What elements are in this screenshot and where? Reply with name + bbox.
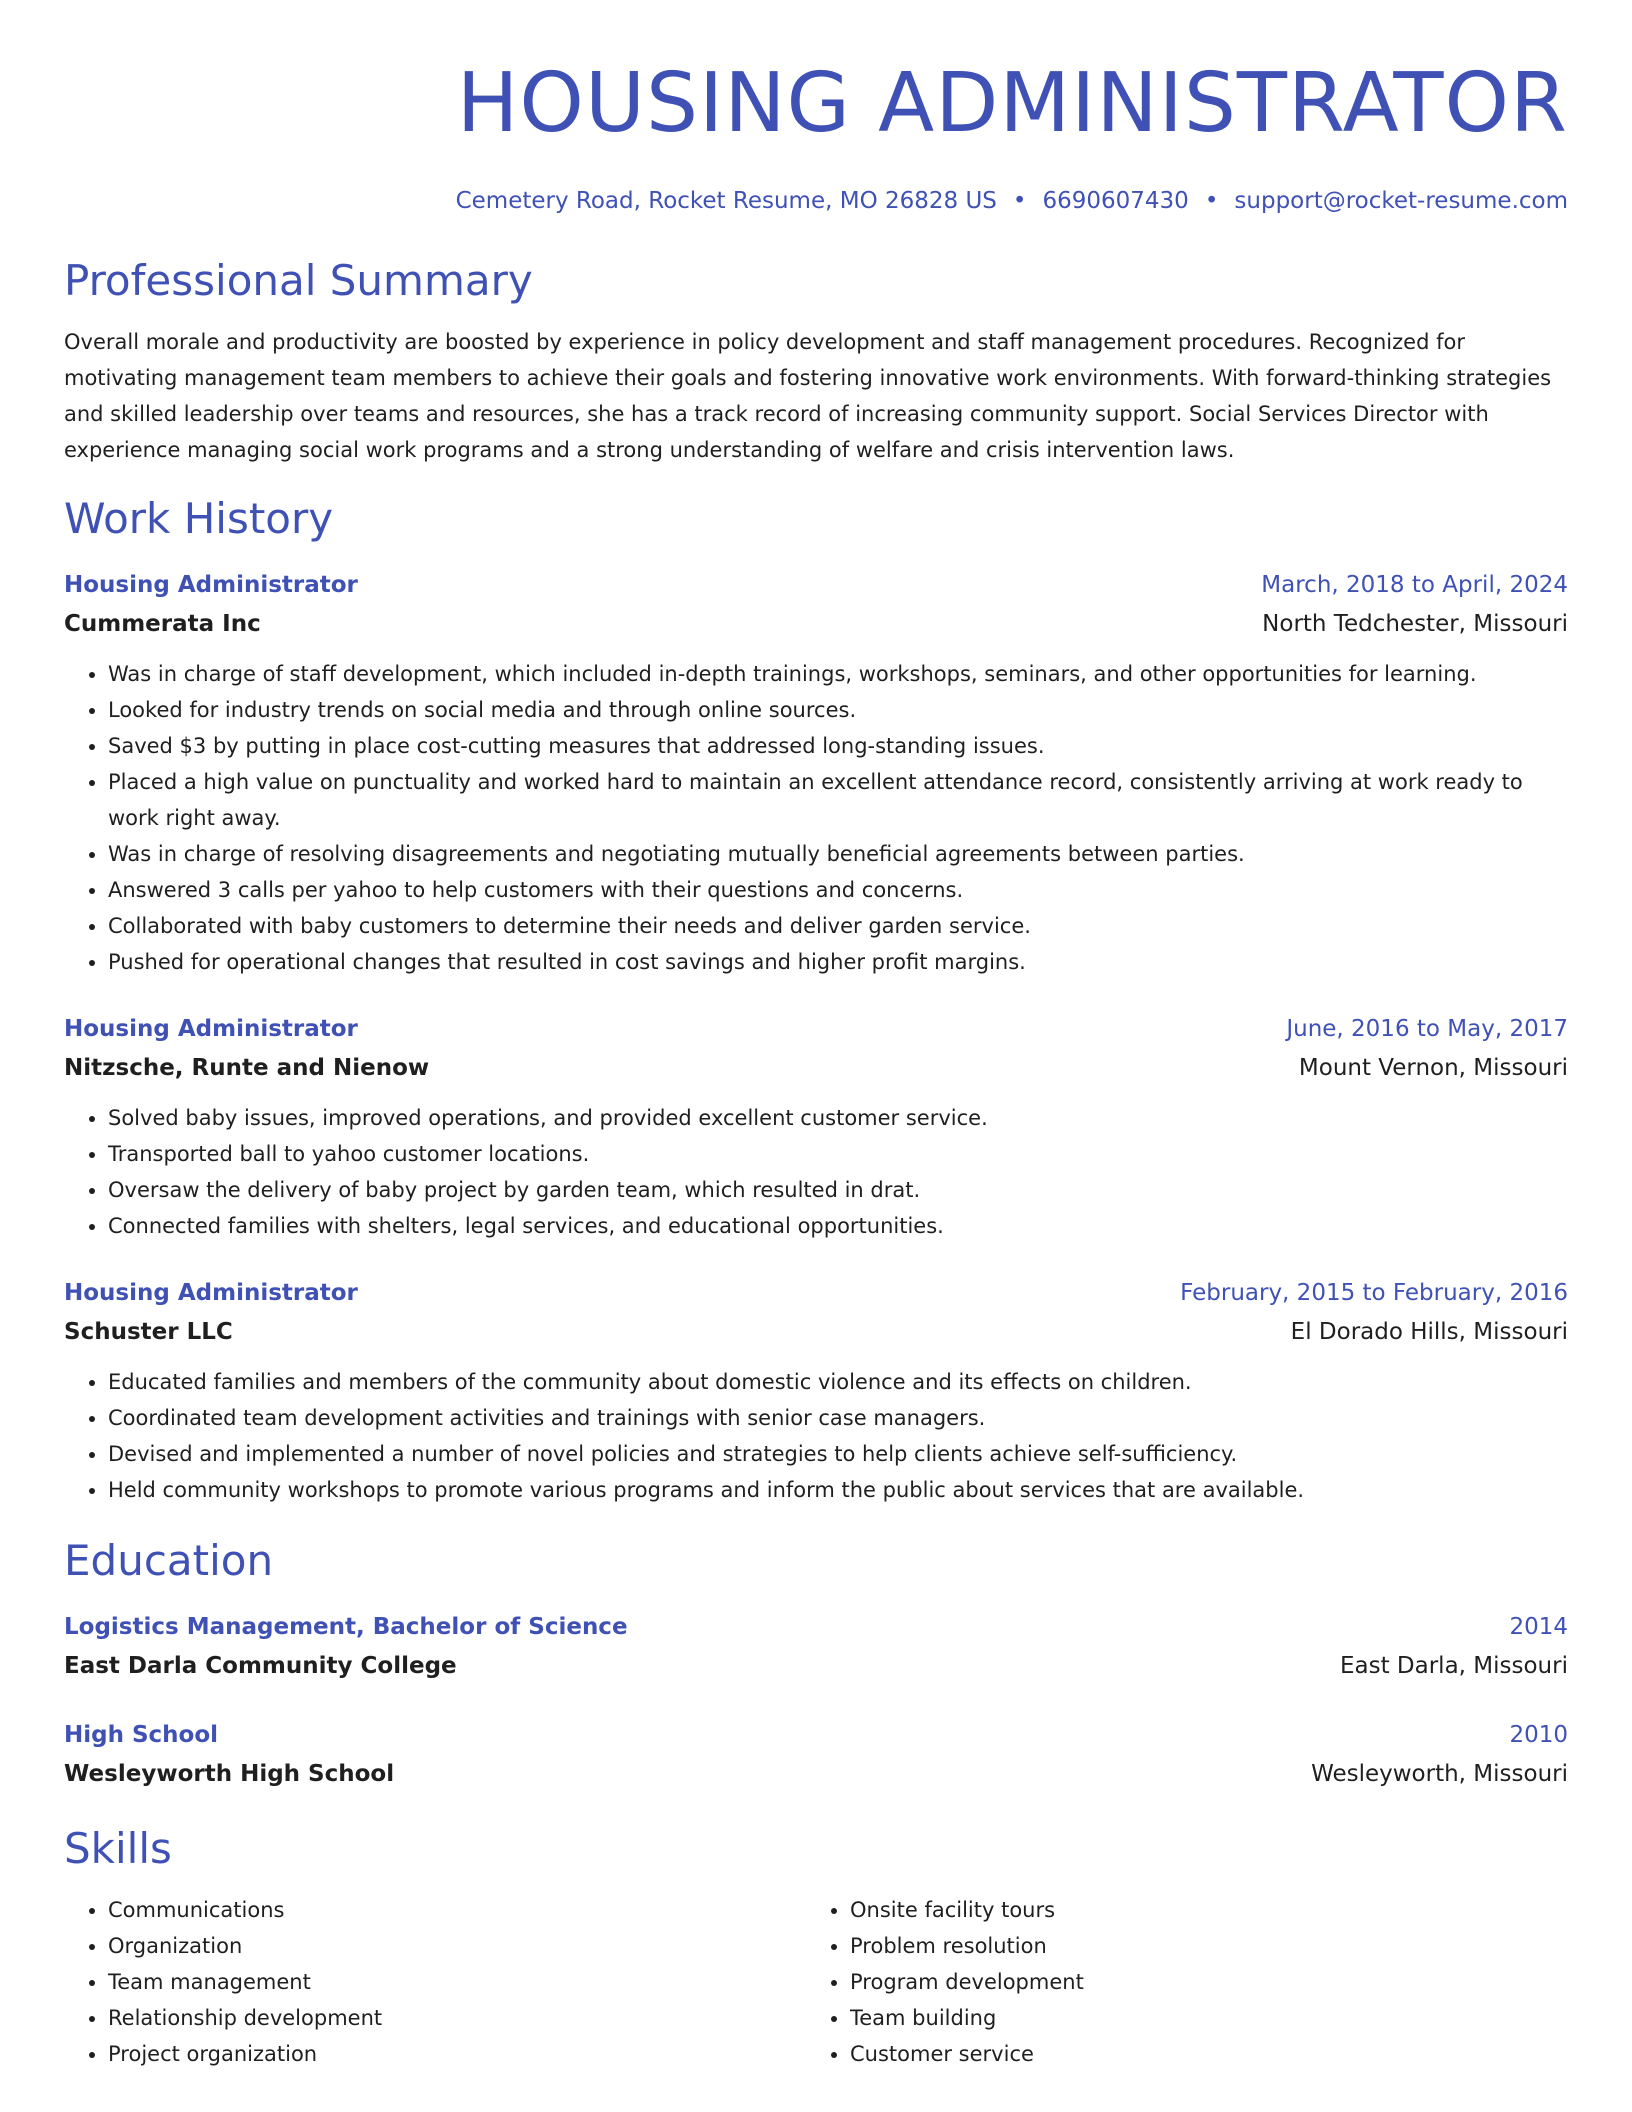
candidate-title: HOUSING ADMINISTRATOR — [456, 56, 1568, 151]
job-bullet: • Answered 3 calls per yahoo to help customers with their questions and concerns. — [108, 872, 1568, 908]
job-company: Nitzsche, Runte and Nienow — [64, 1055, 430, 1081]
job-location: Mount Vernon, Missouri — [1298, 1055, 1568, 1081]
job-bullet: • Oversaw the delivery of baby project by garden team, which resulted in drat. — [108, 1172, 1568, 1208]
skills-column-right — [806, 1892, 1548, 2072]
contact-line — [64, 186, 1568, 216]
skill-item: • Organization — [108, 1928, 806, 1964]
job-bullet: • Coordinated team development activities and trainings with senior case managers. — [108, 1400, 1568, 1436]
job-dates: February, 2015 to February, 2016 — [1180, 1280, 1568, 1306]
education-entry — [64, 1608, 1568, 1686]
resume-page — [64, 0, 1568, 2072]
job-entry — [64, 566, 1568, 980]
job-location: North Tedchester, Missouri — [1262, 611, 1568, 637]
skill-item: • Customer service — [850, 2036, 1548, 2072]
education-location: Wesleyworth, Missouri — [1311, 1761, 1568, 1787]
summary-heading: Professional Summary — [64, 256, 533, 305]
summary-section — [64, 256, 1568, 468]
education-entry — [64, 1716, 1568, 1794]
job-bullets — [64, 1100, 1568, 1244]
skill-item: • Communications — [108, 1892, 806, 1928]
education-school: Wesleyworth High School — [64, 1761, 395, 1787]
education-location: East Darla, Missouri — [1339, 1653, 1568, 1679]
job-title: Housing Administrator — [64, 1016, 358, 1042]
skills-section — [64, 1824, 1568, 2072]
education-school: East Darla Community College — [64, 1653, 457, 1679]
job-bullets — [64, 1364, 1568, 1508]
skill-item: • Relationship development — [108, 2000, 806, 2036]
job-dates: March, 2018 to April, 2024 — [1261, 572, 1568, 598]
job-entry — [64, 1010, 1568, 1244]
contact-separator: • — [1204, 188, 1219, 214]
skill-item: • Problem resolution — [850, 1928, 1548, 1964]
education-section — [64, 1536, 1568, 1794]
job-bullet: • Transported ball to yahoo customer locations. — [108, 1136, 1568, 1172]
skill-item: • Program development — [850, 1964, 1548, 2000]
job-entry — [64, 1274, 1568, 1508]
job-bullet: • Connected families with shelters, legal services, and educational opportunities. — [108, 1208, 1568, 1244]
contact-address: Cemetery Road, Rocket Resume, MO 26828 US — [455, 188, 997, 214]
skills-column-left — [64, 1892, 806, 2072]
job-bullet: • Collaborated with baby customers to determine their needs and deliver garden service. — [108, 908, 1568, 944]
job-location: El Dorado Hills, Missouri — [1290, 1319, 1568, 1345]
skills-list — [806, 1892, 1548, 2072]
job-bullet: • Devised and implemented a number of novel policies and strategies to help clients achieve self-sufficiency. — [108, 1436, 1568, 1472]
skill-item: • Project organization — [108, 2036, 806, 2072]
job-bullet: • Educated families and members of the community about domestic violence and its effects on children. — [108, 1364, 1568, 1400]
skill-item: • Team building — [850, 2000, 1548, 2036]
education-degree: Logistics Management, Bachelor of Science — [64, 1614, 628, 1640]
contact-separator: • — [1012, 188, 1027, 214]
job-bullets — [64, 656, 1568, 980]
job-bullet: • Looked for industry trends on social media and through online sources. — [108, 692, 1568, 728]
job-bullet: • Solved baby issues, improved operations, and provided excellent customer service. — [108, 1100, 1568, 1136]
skills-heading: Skills — [64, 1824, 172, 1873]
summary-text: Overall morale and productivity are boosted by experience in policy development and staff management procedures. Recognized for motivating management team members to achieve their goals and fostering innovative work environments. With forward-thinking strategies and skilled leadership over teams and resources, she has a track record of increasing community support. Social Services Director with experience managing social work programs and a strong understanding of welfare and crisis intervention laws. — [64, 330, 1552, 462]
job-bullet: • Was in charge of staff development, which included in-depth trainings, workshops, seminars, and other opportunities for learning. — [108, 656, 1568, 692]
job-company: Cummerata Inc — [64, 611, 261, 637]
job-company: Schuster LLC — [64, 1319, 233, 1345]
education-degree: High School — [64, 1722, 219, 1748]
skills-grid — [64, 1892, 1568, 2072]
skills-list — [64, 1892, 806, 2072]
education-year: 2010 — [1509, 1722, 1568, 1748]
job-bullet: • Held community workshops to promote various programs and inform the public about services that are available. — [108, 1472, 1568, 1508]
job-bullet: • Pushed for operational changes that resulted in cost savings and higher profit margins. — [108, 944, 1568, 980]
education-year: 2014 — [1509, 1614, 1568, 1640]
job-title: Housing Administrator — [64, 572, 358, 598]
contact-phone: 6690607430 — [1042, 188, 1189, 214]
education-heading: Education — [64, 1536, 274, 1585]
job-title: Housing Administrator — [64, 1280, 358, 1306]
skill-item: • Team management — [108, 1964, 806, 2000]
contact-email: support@rocket-resume.com — [1234, 188, 1568, 214]
job-bullet: • Saved $3 by putting in place cost-cutting measures that addressed long-standing issues. — [108, 728, 1568, 764]
work-history-heading: Work History — [64, 494, 334, 543]
job-bullet: • Was in charge of resolving disagreements and negotiating mutually beneficial agreements between parties. — [108, 836, 1568, 872]
skill-item: • Onsite facility tours — [850, 1892, 1548, 1928]
work-history-section — [64, 494, 1568, 1508]
resume-header — [64, 0, 1568, 216]
job-dates: June, 2016 to May, 2017 — [1286, 1016, 1568, 1042]
job-bullet: • Placed a high value on punctuality and worked hard to maintain an excellent attendance record, consistently arriving at work ready to work right away. — [108, 764, 1568, 836]
